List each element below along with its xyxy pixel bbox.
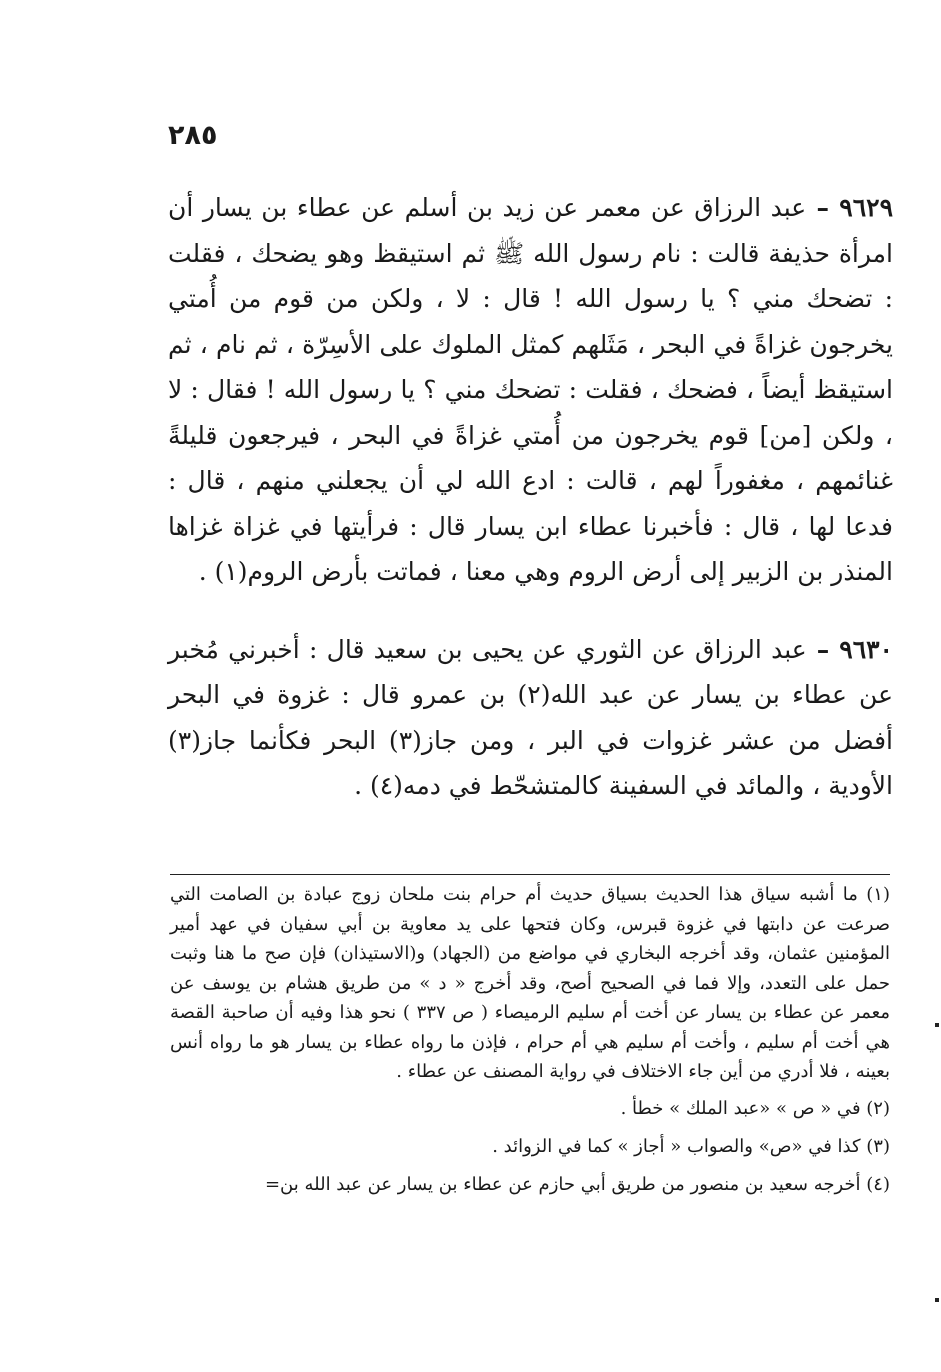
page-number: ٢٨٥ <box>168 120 218 151</box>
hadith-number: ٩٦٣٠ – <box>806 634 893 664</box>
footnote: (١) ما أشبه سياق هذا الحديث بسياق حديث أم حرام بنت ملحان زوج عبادة بن الصامت التي صرعت عن دابتها في غزوة قبرس، وكان فتحها على يد معاوية بن أبي سفيان في عهد أمير المؤمنين عثمان، وقد أخرجه البخاري في مواضع من (الجهاد) و(الاستيذان) فإن صح ما هنا وثبت حمل على التعدد، وإلا فما في الصحيح أصح، وقد أخرج « د » من طريق هشام بن يوسف عن معمر عن عطاء بن يسار عن أخت أم سليم الرميصاء ( ص ٣٣٧ ) نحو هذا وفيه أن صاحبة القصة هي أخت أم سليم ، وأخت أم سليم هي أم حرام ، فإذن ما رواه عطاء بن يسار هو ما رواه أنس بعينه ، فلا أدري من أين جاء الاختلاف في رواية المصنف عن عطاء . <box>170 884 890 1082</box>
hadith-body: عبد الرزاق عن الثوري عن يحيى بن سعيد قال : أخبرني مُخبر عن عطاء بن يسار عن عبد الله(٢) بن عمرو قال : غزوة في البحر أفضل من عشر غزوات في البر ، ومن جاز(٣) البحر فكأنما جاز(٣) الأودية ، والمائد في السفينة كالمتشحّط في دمه(٤) . <box>168 634 893 800</box>
footnote: (٣) كذا في «ص» والصواب « أجاز » كما في الزوائد . <box>492 1135 890 1157</box>
hadith-number: ٩٦٢٩ – <box>806 193 893 222</box>
hadith-entry <box>168 185 893 595</box>
footnote: (٤) أخرجه سعيد بن منصور من طريق أبي حازم عن عطاء بن يسار عن عبد الله بن= <box>264 1173 890 1195</box>
hadith-text <box>168 185 893 841</box>
footnote-divider <box>170 874 890 875</box>
footnotes <box>170 880 890 1201</box>
hadith-body: عبد الرزاق عن معمر عن زيد بن أسلم عن عطاء بن يسار أن امرأة حذيفة قالت : نام رسول الله ﷺ ثم استيقظ وهو يضحك ، فقلت : تضحك مني ؟ يا رسول الله ! قال : لا ، ولكن من قوم من أُمتي يخرجون غزاةً في البحر ، مَثَلهم كمثل الملوك على الأسِرّة ، ثم نام ، ثم استيقظ أيضاً ، فضحك ، فقلت : تضحك مني ؟ يا رسول الله ! فقال : لا ، ولكن [من] قوم يخرجون من أُمتي غزاةً في البحر ، فيرجعون قليلةً غنائمهم ، مغفوراً لهم ، قالت : ادع الله لي أن يجعلني منهم ، قال : فدعا لها ، قال : فأخبرنا عطاء ابن يسار قال : فرأيتها في غزاة غزاها المنذر بن الزبير إلى أرض الروم وهي معنا ، فماتت بأرض الروم(١) . <box>168 193 893 586</box>
scan-mark <box>935 1298 939 1302</box>
hadith-entry <box>168 627 893 809</box>
scan-mark <box>935 1023 939 1027</box>
footnote: (٢) في « ص » «عبد الملك » خطأ . <box>620 1097 890 1119</box>
